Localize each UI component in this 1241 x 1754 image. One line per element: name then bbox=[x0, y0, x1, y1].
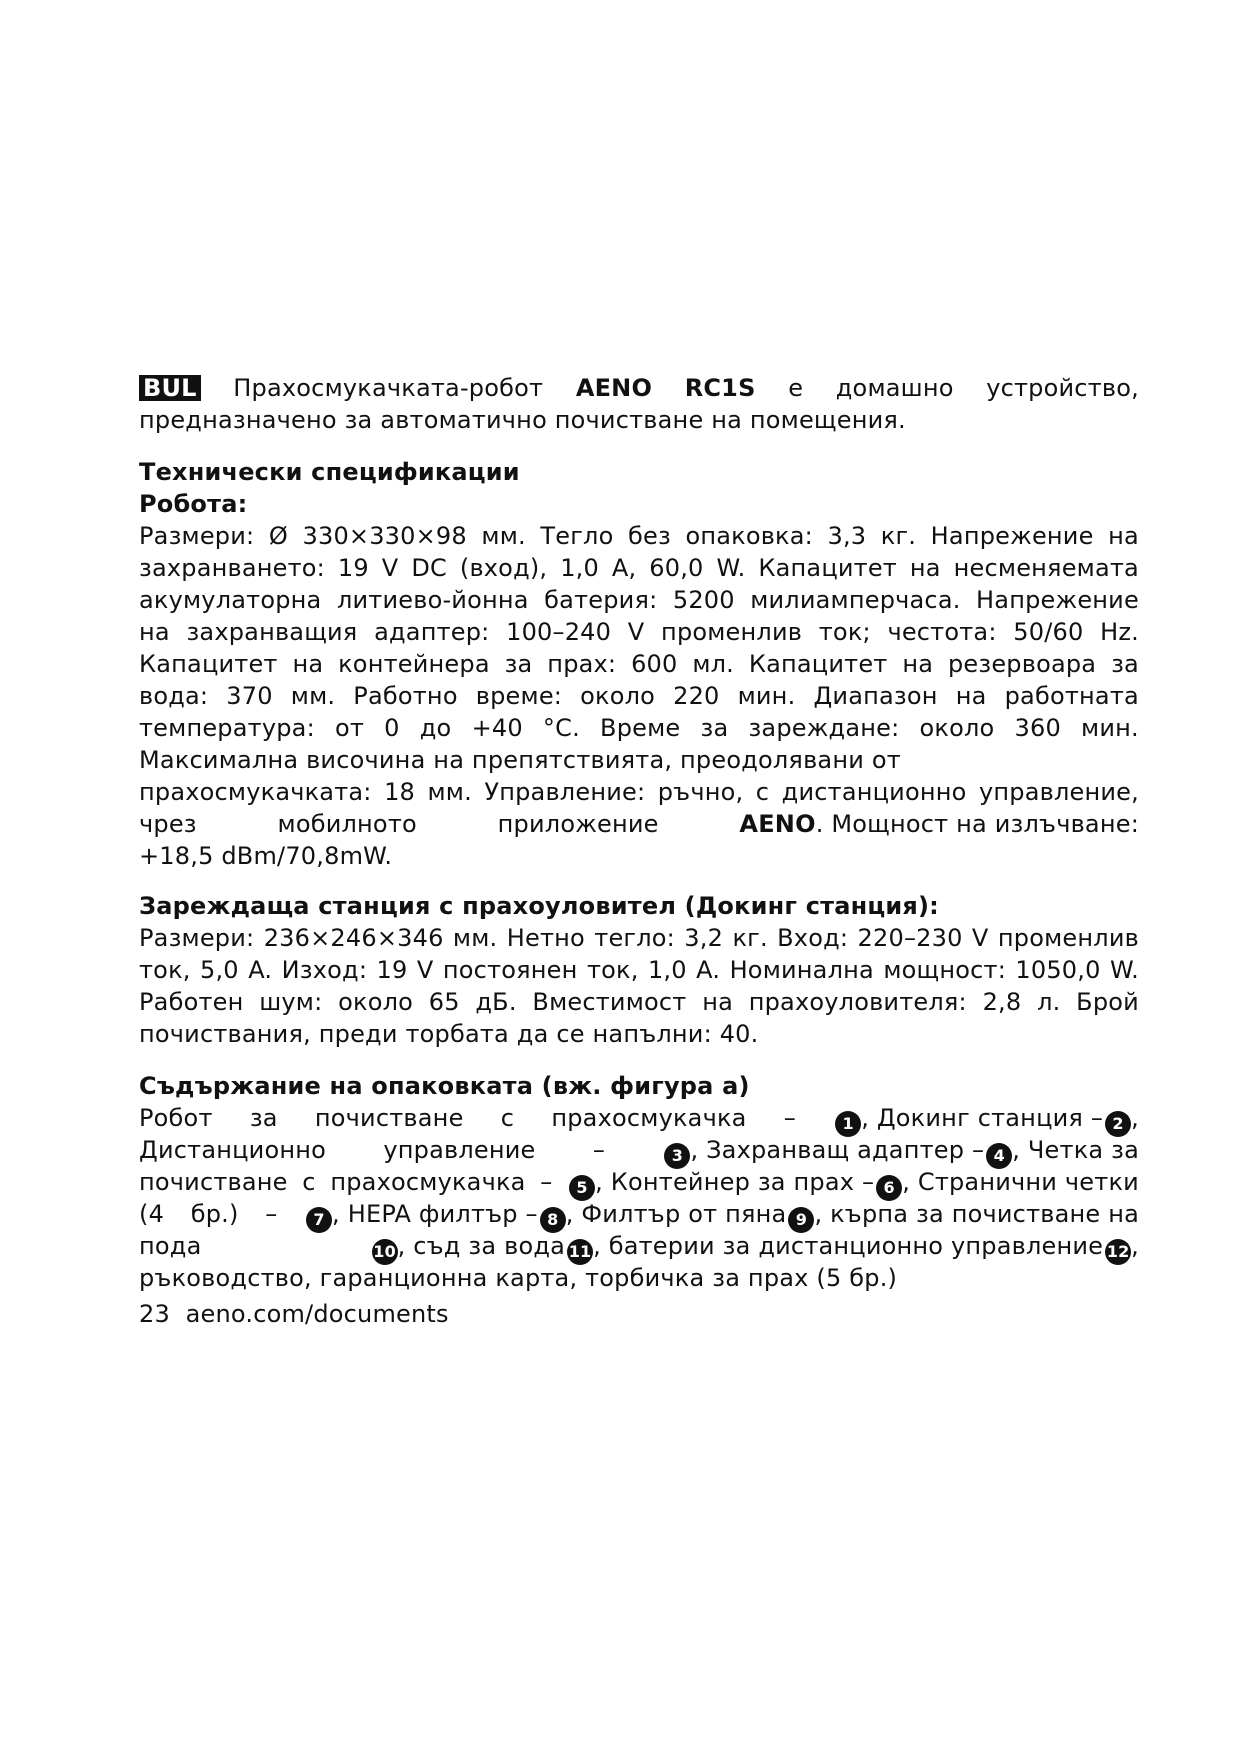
word: акумулаторна bbox=[139, 586, 322, 614]
robot-spec-line bbox=[139, 680, 1139, 712]
robot-spec-line bbox=[139, 712, 1139, 744]
intro-word: устройство, bbox=[986, 374, 1139, 402]
item-number-badge: 9 bbox=[788, 1207, 814, 1233]
word: прахосмукачка bbox=[330, 1168, 526, 1196]
dock-heading: Зареждаща станция с прахоуловител (Докинг станция): bbox=[139, 892, 939, 920]
package-line: почистване с прахосмукачка – 5 , Контейнер за прах – 6 , Странични четки bbox=[139, 1166, 1139, 1201]
word: Робот bbox=[139, 1104, 213, 1132]
word: до bbox=[419, 714, 452, 742]
word: батерия: bbox=[544, 586, 658, 614]
word: дистанционно bbox=[781, 778, 967, 806]
word: Дистанционно bbox=[139, 1136, 327, 1164]
word: постоянен bbox=[442, 956, 578, 984]
word: мин. bbox=[737, 682, 796, 710]
word: без bbox=[627, 522, 671, 550]
word: – bbox=[783, 1104, 796, 1132]
word: на bbox=[909, 554, 941, 582]
word: прахосмукачка bbox=[551, 1104, 747, 1132]
word: Изход: bbox=[281, 956, 368, 984]
robot-spec-line-app: чрез мобилното приложение AENO. Мощност на излъчване: bbox=[139, 810, 1139, 838]
word: управление, bbox=[978, 778, 1139, 806]
intro-line-1 bbox=[139, 372, 1139, 404]
word: литиево-йонна bbox=[336, 586, 529, 614]
word: л. bbox=[1037, 988, 1061, 1016]
word: около bbox=[919, 714, 995, 742]
word: прах: bbox=[547, 650, 617, 678]
word: 1,0 bbox=[560, 554, 599, 582]
word: тегло: bbox=[594, 924, 675, 952]
word: дБ. bbox=[475, 988, 517, 1016]
word: почистване bbox=[314, 1104, 464, 1132]
word: за bbox=[1111, 650, 1139, 678]
word: температура: bbox=[139, 714, 315, 742]
word: Вход: bbox=[777, 924, 849, 952]
page-number: 23 bbox=[139, 1300, 170, 1328]
package-line: пода 10, съд за вода 11, батерии за дистанционно управление 12, bbox=[139, 1230, 1139, 1265]
word: около bbox=[338, 988, 413, 1016]
word: Работно bbox=[353, 682, 458, 710]
word: 600 bbox=[631, 650, 678, 678]
word: управление bbox=[383, 1136, 536, 1164]
word: Брой bbox=[1076, 988, 1139, 1016]
word: време: bbox=[475, 682, 563, 710]
dock-spec-line bbox=[139, 954, 1139, 986]
word: Време bbox=[600, 714, 681, 742]
word: кг. bbox=[880, 522, 917, 550]
word: Ø bbox=[268, 522, 288, 550]
word: – bbox=[265, 1200, 278, 1228]
item-number-badge: 10 bbox=[372, 1239, 398, 1265]
word: A. bbox=[696, 956, 721, 984]
word: 19 bbox=[337, 554, 369, 582]
item-number-badge: 4 bbox=[986, 1143, 1012, 1169]
word: (вход), bbox=[459, 554, 548, 582]
word: ток, bbox=[586, 956, 639, 984]
word: мощност: bbox=[883, 956, 1006, 984]
word: ток, bbox=[139, 956, 191, 984]
word: V bbox=[627, 618, 645, 646]
word: за bbox=[700, 714, 729, 742]
word: захранването: bbox=[139, 554, 325, 582]
package-line: Робот за почистване с прахосмукачка – 1 , Докинг станция – 2 , bbox=[139, 1102, 1139, 1137]
word: с bbox=[302, 1168, 316, 1196]
package-heading: Съдържание на опаковката (вж. фигура а) bbox=[139, 1072, 750, 1100]
word: Управление: bbox=[484, 778, 646, 806]
package-line: Дистанционно управление – 3 , Захранващ адаптер – 4 , Четка за bbox=[139, 1134, 1139, 1169]
word: Капацитет bbox=[758, 554, 897, 582]
word: мин. bbox=[1081, 714, 1139, 742]
robot-spec-line bbox=[139, 520, 1139, 552]
word: резервоара bbox=[947, 650, 1097, 678]
word: 330×330×98 bbox=[302, 522, 467, 550]
word: 0 bbox=[384, 714, 400, 742]
word: на bbox=[139, 618, 170, 646]
word: на bbox=[955, 682, 987, 710]
word: на bbox=[702, 988, 734, 1016]
word: 19 bbox=[376, 956, 408, 984]
item-number-badge: 1 bbox=[835, 1111, 861, 1137]
word: мм. bbox=[290, 682, 336, 710]
intro-word: домашно bbox=[835, 374, 954, 402]
word: – bbox=[592, 1136, 606, 1164]
package-line: ръководство, гаранционна карта, торбичка за прах (5 бр.) bbox=[139, 1264, 898, 1292]
word: Напрежение bbox=[976, 586, 1139, 614]
word: 100–240 bbox=[506, 618, 612, 646]
word: почистване bbox=[139, 1168, 288, 1196]
word: 220–230 bbox=[857, 924, 963, 952]
word: A. bbox=[248, 956, 273, 984]
word: приложение bbox=[497, 810, 659, 838]
word: Капацитет bbox=[748, 650, 888, 678]
word: на bbox=[292, 650, 324, 678]
item-number-badge: 6 bbox=[876, 1175, 902, 1201]
word: за bbox=[249, 1104, 278, 1132]
word: 50/60 bbox=[1013, 618, 1084, 646]
item-number-badge: 12 bbox=[1105, 1239, 1131, 1265]
word: адаптер: bbox=[374, 618, 490, 646]
word: от bbox=[334, 714, 365, 742]
word: ръчно, bbox=[657, 778, 744, 806]
word: мм. bbox=[481, 522, 526, 550]
item-number-badge: 8 bbox=[540, 1207, 566, 1233]
word: V bbox=[971, 924, 989, 952]
word: 5200 bbox=[672, 586, 735, 614]
language-badge: BUL bbox=[139, 375, 201, 401]
word: мм. bbox=[427, 778, 472, 806]
word: 60,0 bbox=[649, 554, 704, 582]
word: 18 bbox=[384, 778, 416, 806]
word: Напрежение bbox=[930, 522, 1094, 550]
model-name: RC1S bbox=[684, 374, 756, 402]
word: +40 bbox=[471, 714, 523, 742]
robot-spec-line bbox=[139, 648, 1139, 680]
robot-spec-line bbox=[139, 584, 1139, 616]
word: честота: bbox=[887, 618, 997, 646]
item-number-badge: 5 bbox=[569, 1175, 595, 1201]
word: Капацитет bbox=[139, 650, 278, 678]
word: (4 bbox=[139, 1200, 165, 1228]
word: мм. bbox=[452, 924, 498, 952]
word: с bbox=[755, 778, 770, 806]
word: Работен bbox=[139, 988, 244, 1016]
word: опаковка: bbox=[685, 522, 813, 550]
word: бр.) bbox=[190, 1200, 239, 1228]
word: прахоуловителя: bbox=[748, 988, 967, 1016]
word: Номинална bbox=[729, 956, 874, 984]
word: 5,0 bbox=[200, 956, 239, 984]
word: работната bbox=[1004, 682, 1139, 710]
dock-spec-line bbox=[139, 986, 1139, 1018]
item-number-badge: 7 bbox=[306, 1207, 332, 1233]
word: – bbox=[540, 1168, 553, 1196]
word: 2,8 bbox=[982, 988, 1022, 1016]
word: чрез bbox=[139, 810, 197, 838]
word: на bbox=[1108, 522, 1139, 550]
word: за bbox=[504, 650, 533, 678]
intro-word: Прахосмукачката-робот bbox=[233, 374, 544, 402]
package-line: (4 бр.) – 7 , HEPA филтър – 8 , Филтър от пяна 9 , кърпа за почистване на bbox=[139, 1198, 1139, 1233]
word: на bbox=[902, 650, 934, 678]
intro-line-2: предназначено за автоматично почистване на помещения. bbox=[139, 406, 906, 434]
word: 1050,0 bbox=[1015, 956, 1101, 984]
intro-first-word bbox=[139, 372, 201, 404]
intro-word: е bbox=[788, 374, 804, 402]
word: °C. bbox=[542, 714, 580, 742]
word: 65 bbox=[428, 988, 460, 1016]
word: 1,0 bbox=[647, 956, 687, 984]
word: V bbox=[416, 956, 434, 984]
page-footer bbox=[139, 1298, 449, 1330]
dock-spec-line: почиствания, преди торбата да се напълни: 40. bbox=[139, 1020, 759, 1048]
word: 3,2 bbox=[684, 924, 724, 952]
word: ток; bbox=[818, 618, 871, 646]
word: кг. bbox=[732, 924, 768, 952]
footer-url[interactable]: aeno.com/documents bbox=[185, 1300, 449, 1328]
robot-spec-line bbox=[139, 616, 1139, 648]
robot-spec-line: Максимална височина на препятствията, преодолявани от bbox=[139, 746, 901, 774]
word: контейнера bbox=[338, 650, 490, 678]
specs-heading: Технически спецификации bbox=[139, 458, 520, 486]
word: 220 bbox=[673, 682, 720, 710]
item-number-badge: 2 bbox=[1105, 1111, 1131, 1137]
robot-spec-line: +18,5 dBm/70,8mW. bbox=[139, 842, 393, 870]
word: Диапазон bbox=[813, 682, 938, 710]
word: мл. bbox=[692, 650, 735, 678]
word: около bbox=[580, 682, 656, 710]
word: Размери: bbox=[139, 522, 255, 550]
word: променлив bbox=[997, 924, 1139, 952]
word: Нетно bbox=[506, 924, 585, 952]
word: мобилното bbox=[277, 810, 417, 838]
brand-name: AENO bbox=[575, 374, 653, 402]
word: шум: bbox=[259, 988, 323, 1016]
robot-spec-line bbox=[139, 552, 1139, 584]
word: W. bbox=[1109, 956, 1139, 984]
word: 370 bbox=[226, 682, 273, 710]
dock-spec-line bbox=[139, 922, 1139, 954]
word: A, bbox=[611, 554, 637, 582]
word: милиамперчаса. bbox=[750, 586, 961, 614]
item-number-badge: 3 bbox=[664, 1143, 690, 1169]
word: захранващия bbox=[186, 618, 358, 646]
brand-name: AENO bbox=[739, 810, 816, 838]
word: променлив bbox=[661, 618, 803, 646]
word: Размери: bbox=[139, 924, 255, 952]
word: несменяемата bbox=[953, 554, 1139, 582]
robot-heading: Робота: bbox=[139, 490, 248, 518]
robot-spec-line bbox=[139, 776, 1139, 808]
word: с bbox=[500, 1104, 515, 1132]
word: Hz. bbox=[1100, 618, 1139, 646]
word: 236×246×346 bbox=[263, 924, 444, 952]
word: вода: bbox=[139, 682, 209, 710]
word: W. bbox=[716, 554, 746, 582]
word: Тегло bbox=[540, 522, 614, 550]
word: Вместимост bbox=[532, 988, 687, 1016]
word: прахосмукачката: bbox=[139, 778, 372, 806]
word: DC bbox=[411, 554, 447, 582]
word: V bbox=[381, 554, 399, 582]
word: зареждане: bbox=[748, 714, 900, 742]
item-number-badge: 11 bbox=[567, 1239, 593, 1265]
word: 360 bbox=[1014, 714, 1061, 742]
word: 3,3 bbox=[827, 522, 867, 550]
